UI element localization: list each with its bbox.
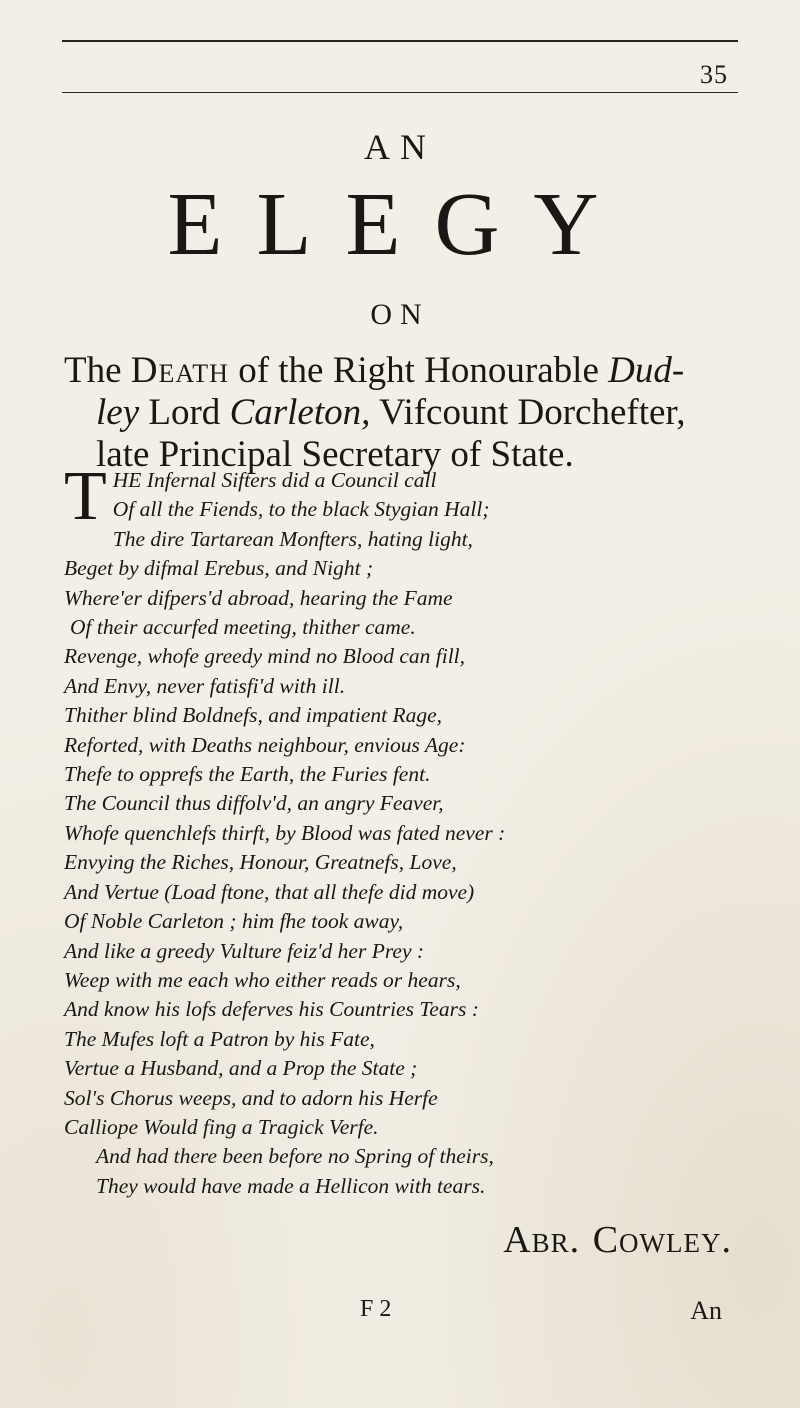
poem-line: And know his lofs deferves his Countries Tears : <box>64 997 479 1022</box>
title-an: AN <box>364 127 436 167</box>
poem-line: Reforted, with Deaths neighbour, envious Age: <box>64 732 466 757</box>
poem-line: Of Noble Carleton ; him fhe took away, <box>64 909 404 934</box>
poem-line: Whofe quenchlefs thirft, by Blood was fated never : <box>64 820 506 845</box>
header-rule-bottom <box>62 92 738 93</box>
poem-line: And Envy, never fatisfi'd with ill. <box>64 673 346 698</box>
catchword: An <box>690 1296 722 1325</box>
poem-line: Thither blind Boldnefs, and impatient Rage, <box>64 703 443 728</box>
title-on: ON <box>370 298 430 331</box>
header-rule-top <box>62 40 738 42</box>
poem-line: They would have made a Hellicon with tears. <box>96 1173 486 1198</box>
subtitle-line-1: The Death of the Right Honourable Dud- <box>64 350 685 391</box>
poem-line: And like a greedy Vulture feiz'd her Prey : <box>64 938 425 963</box>
poem-line: And Vertue (Load ftone, that all thefe did move) <box>64 879 475 904</box>
poem-line: Vertue a Husband, and a Prop the State ; <box>64 1056 418 1081</box>
page-number: 35 <box>700 60 728 89</box>
poem-line: Weep with me each who either reads or hears, <box>64 967 461 992</box>
subtitle <box>64 350 754 476</box>
poem-line: And had there been before no Spring of theirs, <box>96 1144 494 1169</box>
poem-line: Envying the Riches, Honour, Greatnefs, Love, <box>64 850 457 875</box>
poem-line: The dire Tartarean Monfters, hating light, <box>112 526 473 551</box>
drop-cap: T <box>64 458 107 535</box>
poem <box>64 458 754 1201</box>
poem-line: Thefe to opprefs the Earth, the Furies fent. <box>64 762 431 787</box>
poem-line: Of their accurfed meeting, thither came. <box>70 615 416 640</box>
poem-line: The Council thus diffolv'd, an angry Feaver, <box>64 791 444 816</box>
poem-line: Where'er difpers'd abroad, hearing the Fame <box>64 585 453 610</box>
poem-line: Revenge, whofe greedy mind no Blood can fill, <box>64 644 466 669</box>
poem-line: Beget by difmal Erebus, and Night ; <box>64 556 374 581</box>
poem-line: The Mufes loft a Patron by his Fate, <box>64 1026 375 1051</box>
subtitle-line-2: ley Lord Carleton, Vifcount Dorchefter, <box>96 392 686 433</box>
title-elegy: ELEGY <box>167 175 633 274</box>
author-signature: Abr. Cowley. <box>503 1219 732 1261</box>
poem-line: Calliope Would fing a Tragick Verfe. <box>64 1114 379 1139</box>
poem-line: Of all the Fiends, to the black Stygian Hall; <box>112 497 490 522</box>
signature-mark: F 2 <box>360 1296 392 1322</box>
poem-line: Sol's Chorus weeps, and to adorn his Herfe <box>64 1085 438 1110</box>
poem-line: HE Infernal Sifters did a Council call <box>112 468 437 492</box>
subtitle-line-3: late Principal Secretary of State. <box>96 434 574 475</box>
